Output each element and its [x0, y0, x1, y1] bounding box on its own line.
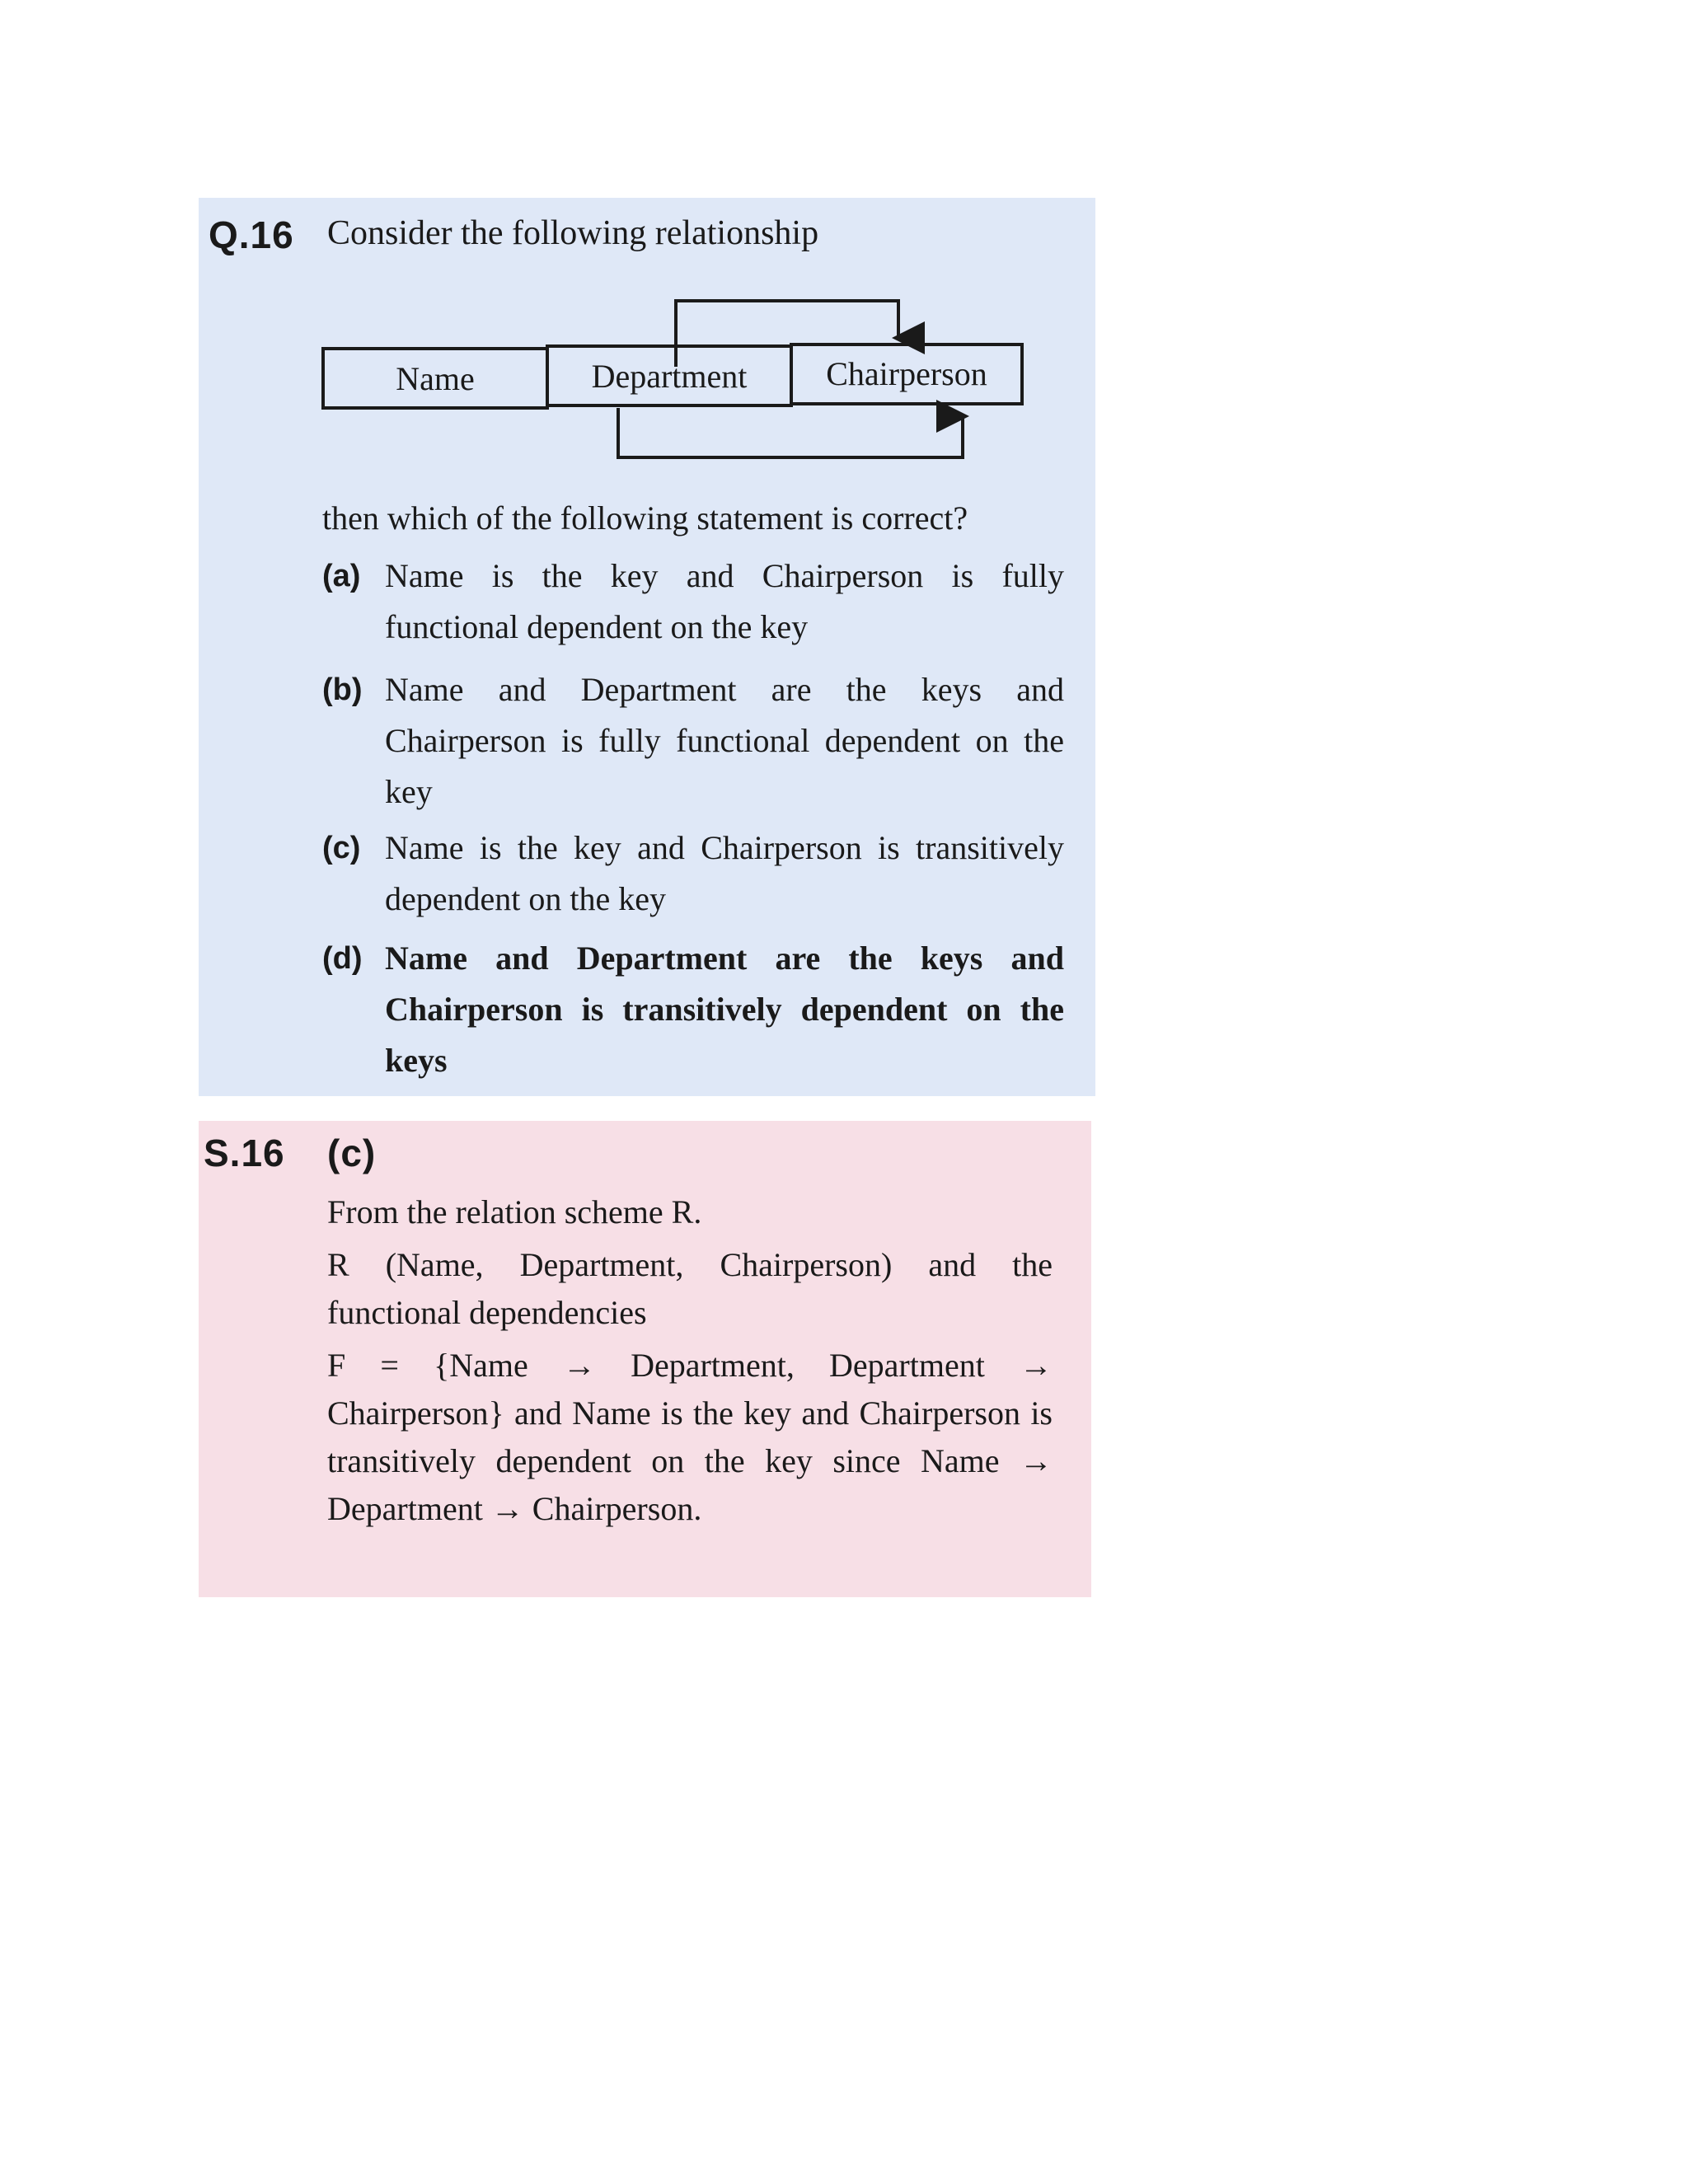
- option-c-text: Name is the key and Chairperson is transitively dependent on the key: [385, 829, 1064, 917]
- option-c: [322, 823, 1064, 925]
- option-a: [322, 551, 1064, 653]
- solution-number: S.16: [204, 1132, 285, 1174]
- relation-diagram: [321, 288, 1063, 470]
- option-b-text: Name and Department are the keys and Chairperson is fully functional dependent on the key: [385, 671, 1064, 810]
- attribute-name: Name: [396, 360, 475, 397]
- attribute-chairperson: Chairperson: [826, 355, 987, 392]
- question-panel: [199, 198, 1095, 1096]
- option-c-label: (c): [322, 831, 361, 865]
- option-b: [322, 664, 1064, 818]
- option-b-label: (b): [322, 673, 363, 707]
- solution-line-relation: R (Name, Department, Chairperson) and the functional dependencies: [327, 1246, 1053, 1331]
- solution-line-relation-scheme: From the relation scheme R.: [327, 1193, 702, 1230]
- solution-line-dependencies: F = {Name → Department, Department → Chairperson} and Name is the key and Chairperson is transitively dependent on the key since Name → Department → Chairperson.: [327, 1347, 1053, 1527]
- option-a-text: Name is the key and Chairperson is fully functional dependent on the key: [385, 557, 1064, 645]
- question-number: Q.16: [209, 213, 294, 256]
- solution-panel: [199, 1121, 1091, 1597]
- attribute-department: Department: [591, 358, 748, 395]
- solution-answer: (c): [327, 1132, 377, 1174]
- option-d-text: Name and Department are the keys and Chairperson is transitively dependent on the keys: [385, 940, 1064, 1079]
- option-d-label: (d): [322, 941, 363, 976]
- option-a-label: (a): [322, 559, 361, 593]
- question-lead: then which of the following statement is correct?: [322, 499, 968, 537]
- question-prompt: Consider the following relationship: [327, 214, 819, 252]
- option-d: [322, 933, 1064, 1086]
- fd-arrow-department-to-chairperson: [618, 408, 963, 457]
